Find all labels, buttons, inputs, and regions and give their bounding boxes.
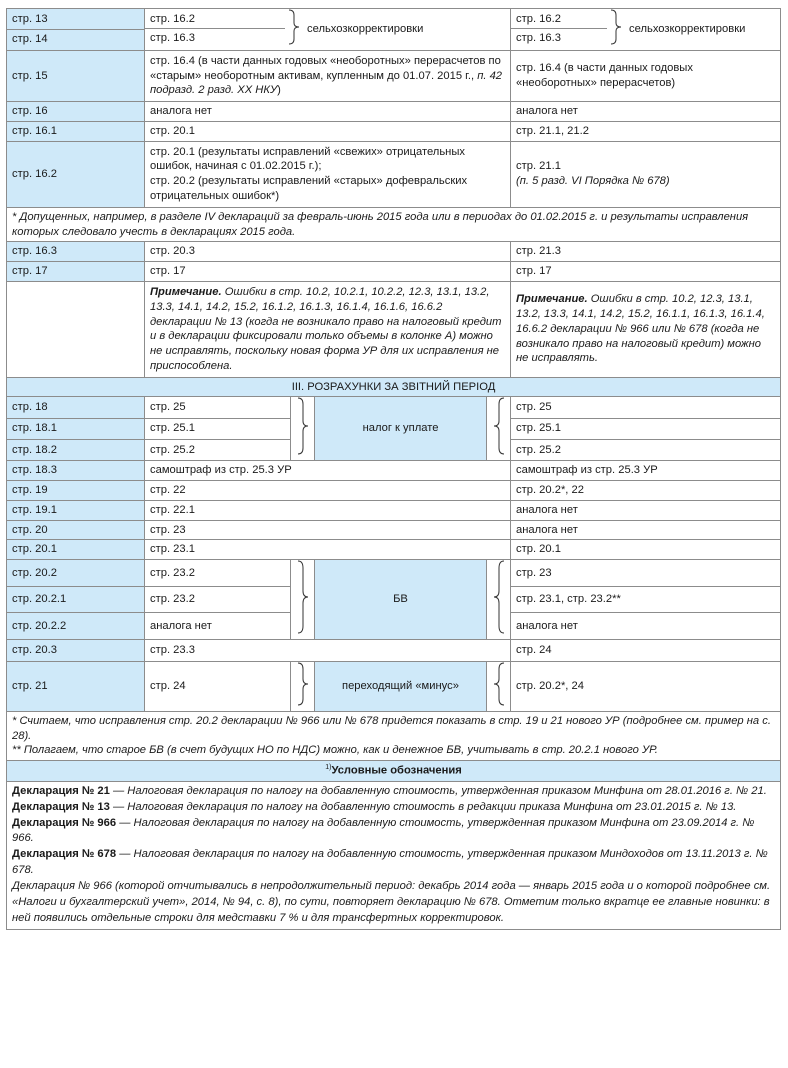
row-15-old: стр. 16.4 (в части данных годовых «необоротных» перерасчетов по «старым» необоротным активам, купленным до 01.07. 2015 г., п. 42 подразд. 2 разд. ХХ НКУ) [145,50,511,101]
legend-tail: Декларация № 966 (которой отчитывались в непродолжительный период: декабрь 2014 года — январь 2015 года и о которой подробнее см. «Налоги и бухгалтерский учет», 2014, № 94, с. 8), по сути, повторяет декларацию № 678. Отметим только вкратце ее главные новинки: в ней появились отдельные строки для медставки 7 % и для трансфертных корректировок. [12,880,771,924]
row-20-2-code: стр. 20.2 [7,560,145,587]
row-20-3-code: стр. 20.3 [7,639,145,661]
brace-bv-left [487,560,511,640]
row-18-3-old: самоштраф из стр. 25.3 УР [145,461,511,481]
row-20-2-new: стр. 23 [511,560,781,587]
legend-header: $^{1)}$Условные обозначения [7,761,781,782]
brace-21-left [487,661,511,711]
row-21-new: стр. 20.2*, 24 [511,661,781,711]
row-19-code: стр. 19 [7,480,145,500]
row-21-old: стр. 24 [145,661,291,711]
row-20-code: стр. 20 [7,520,145,540]
row-19-1-old: стр. 22.1 [145,500,511,520]
tax-comparison-table [6,8,780,930]
brace-tax-right [291,397,315,461]
brace-right-top-2 [607,9,625,50]
row-18-code: стр. 18 [7,397,145,418]
row-18-old: стр. 25 [145,397,291,418]
brace-right-top [285,9,303,50]
row-21-label: переходящий «минус» [315,661,487,711]
row-20-3-new: стр. 24 [511,639,781,661]
row-20-2-1-code: стр. 20.2.1 [7,586,145,613]
row-16-3-old: стр. 20.3 [145,242,511,262]
row-16-2-code: стр. 16.2 [7,141,145,207]
row-16-2-new: стр. 21.1 (п. 5 разд. VI Порядка № 678) [511,141,781,207]
legend-item: Декларация № 678 — Налоговая декларация по налогу на добавленную стоимость, утвержденная приказом Миндоходов от 13.11.2013 г. № 678. [12,848,768,877]
row-18-new: стр. 25 [511,397,781,418]
row-16-2-old: стр. 20.1 (результаты исправлений «свежих» отрицательных ошибок, начиная с 01.02.2015 г.); стр. 20.2 (результаты исправлений «старых» дофевральских отрицательных ошибок*) [145,141,511,207]
note-left: Примечание. Ошибки в стр. 10.2, 10.2.1, 10.2.2, 12.3, 13.1, 13.2, 13.3, 14.1, 14.2, 15.2, 16.1.2, 16.1.3, 16.1.4, 16.1.6, 16.6.2 декларации № 13 (когда не возникало право на налоговый кредит и в декларации фиксировали только объемы в колонке А) можно не исправлять, поскольку новая форма УР для их исправления не приспособлена. [145,281,511,377]
row-18-1-old: стр. 25.1 [145,418,291,439]
row-16-3-code: стр. 16.3 [7,242,145,262]
brace-21-right [291,661,315,711]
row-19-1-code: стр. 19.1 [7,500,145,520]
row-14-old: стр. 16.3 [150,32,195,45]
row-20-2-old: стр. 23.2 [145,560,291,587]
row-13-14-old [145,9,511,51]
group-top-label-left: сельхозкорректировки [307,23,424,35]
legend-item: Декларация № 966 — Налоговая декларация по налогу на добавленную стоимость, утвержденная приказом Минфина от 23.09.2014 г. № 966. [12,816,755,845]
footnotes-2-3 [7,711,781,760]
row-16-old: аналога нет [145,102,511,122]
legend-item: Декларация № 13 — Налоговая декларация по налогу на добавленную стоимость в редакции приказа Минфина от 23.01.2015 г. № 13. [12,800,737,813]
group-top-label-right: сельхозкорректировки [629,23,746,35]
brace-bv-right [291,560,315,640]
row-19-1-new: аналога нет [511,500,781,520]
row-16-1-code: стр. 16.1 [7,121,145,141]
row-18-2-code: стр. 18.2 [7,439,145,460]
note-right: Примечание. Ошибки в стр. 10.2, 12.3, 13.1, 13.2, 13.3, 14.1, 14.2, 15.2, 16.1.1, 16.1.3, 16.1.4, 16.6.2 декларации № 966 или № 678 (когда не возникало право на налоговый кредит) можно не исправлять. [511,281,781,377]
row-18-3-code: стр. 18.3 [7,461,145,481]
row-15-new: стр. 16.4 (в части данных годовых «необоротных» перерасчетов) [511,50,781,101]
row-17-old: стр. 17 [145,262,511,282]
row-16-3-new: стр. 21.3 [511,242,781,262]
row-20-old: стр. 23 [145,520,511,540]
row-16-code: стр. 16 [7,102,145,122]
footnote-1: * Допущенных, например, в разделе IV деклараций за февраль-июнь 2015 года или в периодах до 01.02.2015 г. и результаты исправления которых следовало учесть в декларациях 2015 года. [7,207,781,242]
row-18-2-old: стр. 25.2 [145,439,291,460]
row-14-code: стр. 14 [7,29,145,50]
section-3-header: ІІІ. РОЗРАХУНКИ ЗА ЗВІТНИЙ ПЕРІОД [7,377,781,397]
row-13-14-new [511,9,781,51]
row-20-3-old: стр. 23.3 [145,639,511,661]
notes-empty [7,281,145,377]
row-18-3-new: самоштраф из стр. 25.3 УР [511,461,781,481]
bv-group-label: БВ [315,560,487,640]
row-20-1-old: стр. 23.1 [145,540,511,560]
row-16-new: аналога нет [511,102,781,122]
row-20-1-new: стр. 20.1 [511,540,781,560]
row-20-2-1-old: стр. 23.2 [145,586,291,613]
row-14-new: стр. 16.3 [516,32,561,45]
row-13-new: стр. 16.2 [511,10,607,29]
row-20-2-1-new: стр. 23.1, стр. 23.2** [511,586,781,613]
row-18-2-new: стр. 25.2 [511,439,781,460]
row-18-1-code: стр. 18.1 [7,418,145,439]
row-19-new: стр. 20.2*, 22 [511,480,781,500]
tax-group-label: налог к уплате [315,397,487,461]
row-20-new: аналога нет [511,520,781,540]
brace-tax-left [487,397,511,461]
row-13-code: стр. 13 [7,9,145,30]
row-13-old: стр. 16.2 [145,10,285,29]
row-16-1-new: стр. 21.1, 21.2 [511,121,781,141]
row-20-1-code: стр. 20.1 [7,540,145,560]
row-16-1-old: стр. 20.1 [145,121,511,141]
row-19-old: стр. 22 [145,480,511,500]
legend-item: Декларация № 21 — Налоговая декларация по налогу на добавленную стоимость, утвержденная приказом Минфина от 28.01.2016 г. № 21. [12,784,767,797]
row-21-code: стр. 21 [7,661,145,711]
row-20-2-2-code: стр. 20.2.2 [7,613,145,640]
row-20-2-2-new: аналога нет [511,613,781,640]
row-20-2-2-old: аналога нет [145,613,291,640]
row-15-code: стр. 15 [7,50,145,101]
row-17-code: стр. 17 [7,262,145,282]
row-18-1-new: стр. 25.1 [511,418,781,439]
legend-body [7,781,781,929]
row-17-new: стр. 17 [511,262,781,282]
footnote-3: ** Полагаем, что старое БВ (в счет будущих НО по НДС) можно, как и денежное БВ, учитывать в стр. 20.2.1 нового УР. [12,744,658,757]
footnote-2: * Считаем, что исправления стр. 20.2 декларации № 966 или № 678 придется показать в стр. 19 и 21 нового УР (подробнее см. пример на с. 28). [12,714,771,742]
